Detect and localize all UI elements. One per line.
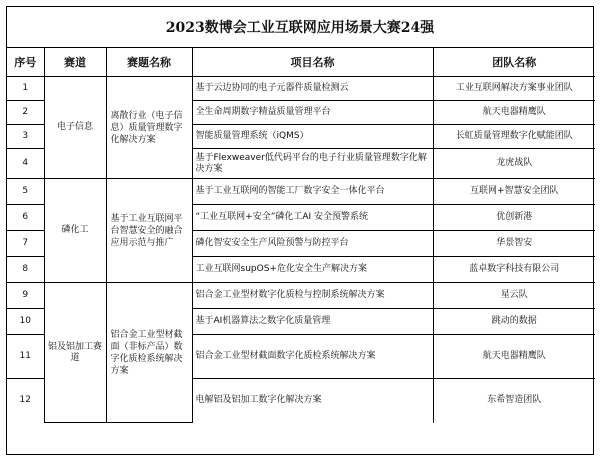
project-cell: 全生命周期数字精益质量管理平台 (192, 101, 433, 125)
team-cell: 航天电器精鹰队 (433, 101, 595, 125)
row-no: 9 (7, 283, 44, 309)
document-sheet (6, 6, 594, 455)
row-no: 11 (7, 335, 44, 379)
track-cell: 磷化工 (44, 179, 106, 283)
results-table (7, 48, 595, 423)
header-team: 团队名称 (433, 48, 595, 77)
scenario-cell: 基于工业互联网平台智慧安全的融合应用示范与推广 (106, 179, 192, 283)
header-scenario: 赛题名称 (106, 48, 192, 77)
header-track: 赛道 (44, 48, 106, 77)
project-cell: 基于AI机器算法之数字化质量管理 (192, 309, 433, 335)
team-cell: 星云队 (433, 283, 595, 309)
team-cell: 航天电器精鹰队 (433, 335, 595, 379)
table-row (7, 77, 595, 101)
project-cell: 智能质量管理系统（iQMS） (192, 125, 433, 149)
project-cell: 基于工业互联网的智能工厂数字安全一体化平台 (192, 179, 433, 205)
project-cell: 磷化智安安全生产风险预警与防控平台 (192, 231, 433, 257)
team-cell: 龙虎战队 (433, 149, 595, 179)
team-cell: 工业互联网解决方案事业团队 (433, 77, 595, 101)
scenario-cell: 铝合金工业型材截面（非标产品）数字化质检系统解决方案 (106, 283, 192, 423)
project-cell: 基于Flexweaver低代码平台的电子行业质量管理数字化解决方案 (192, 149, 433, 179)
row-no: 6 (7, 205, 44, 231)
project-cell: 电解铝及铝加工数字化解决方案 (192, 379, 433, 423)
row-no: 7 (7, 231, 44, 257)
table-header-row (7, 48, 595, 77)
row-no: 12 (7, 379, 44, 423)
track-cell: 电子信息 (44, 77, 106, 179)
project-cell: 工业互联网supOS+危化安全生产解决方案 (192, 257, 433, 283)
team-cell: 优创新港 (433, 205, 595, 231)
row-no: 8 (7, 257, 44, 283)
table-row (7, 283, 595, 309)
row-no: 1 (7, 77, 44, 101)
team-cell: 东希智造团队 (433, 379, 595, 423)
page-title: 2023数博会工业互联网应用场景大赛24强 (7, 7, 593, 48)
header-no: 序号 (7, 48, 44, 77)
row-no: 10 (7, 309, 44, 335)
track-cell: 铝及铝加工赛道 (44, 283, 106, 423)
table-row (7, 179, 595, 205)
team-cell: 长虹质量管理数字化赋能团队 (433, 125, 595, 149)
row-no: 3 (7, 125, 44, 149)
row-no: 4 (7, 149, 44, 179)
header-project: 项目名称 (192, 48, 433, 77)
team-cell: 跳动的数据 (433, 309, 595, 335)
row-no: 2 (7, 101, 44, 125)
team-cell: 蓝卓数字科技有限公司 (433, 257, 595, 283)
project-cell: “工业互联网+安全”磷化工AI 安全预警系统 (192, 205, 433, 231)
project-cell: 基于云边协同的电子元器件质量检测云 (192, 77, 433, 101)
scenario-cell: 离散行业（电子信息）质量管理数字化解决方案 (106, 77, 192, 179)
row-no: 5 (7, 179, 44, 205)
project-cell: 铝合金工业型材数字化质检与控制系统解决方案 (192, 283, 433, 309)
team-cell: 互联网+智慧安全团队 (433, 179, 595, 205)
team-cell: 华景智安 (433, 231, 595, 257)
project-cell: 铝合金工业型材截面数字化质检系统解决方案 (192, 335, 433, 379)
